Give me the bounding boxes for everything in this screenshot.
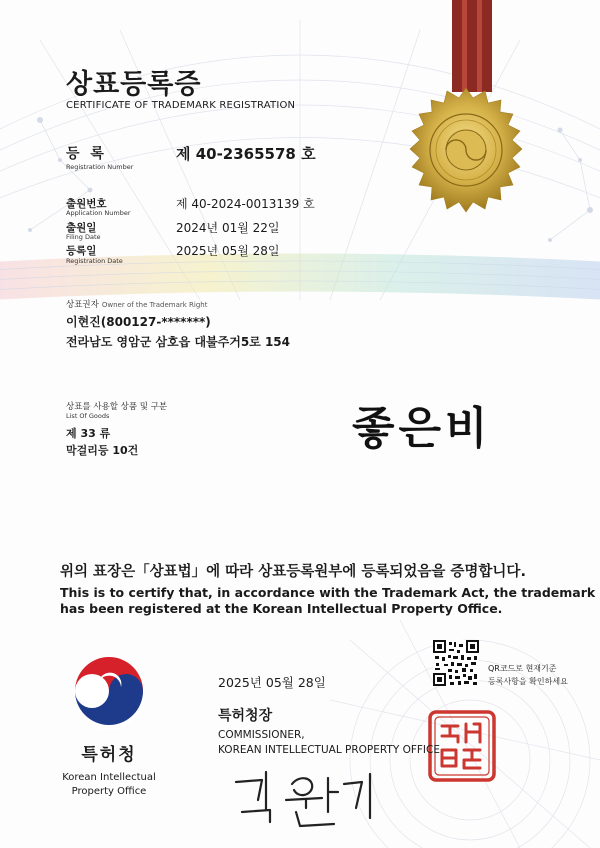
owner-label-kr: 상표권자 bbox=[66, 300, 99, 310]
signature bbox=[236, 772, 370, 826]
goods-label-en: List Of Goods bbox=[66, 412, 110, 420]
owner-address: 전라남도 영암군 삼호읍 대불주거5로 154 bbox=[66, 335, 290, 349]
filing-date-label: 출원일 bbox=[66, 222, 97, 234]
certification-en-line2: has been registered at the Korean Intellectual Property Office. bbox=[60, 601, 503, 616]
qr-code-icon bbox=[433, 640, 479, 686]
kipo-taegeuk-logo bbox=[74, 657, 144, 730]
registration-date: 2025년 05월 28일 bbox=[176, 244, 280, 258]
filing-date: 2024년 01월 22일 bbox=[176, 221, 280, 235]
goods-label: 상표를 사용할 상품 및 구분 bbox=[66, 402, 168, 412]
registration-label-en: Registration Number bbox=[66, 163, 134, 171]
owner-name: 이현진(800127-*******) bbox=[66, 315, 211, 329]
trademark-text: 좋은비 bbox=[352, 403, 492, 454]
registration-number: 제 40-2365578 호 bbox=[176, 145, 316, 163]
issue-date: 2025년 05월 28일 bbox=[218, 675, 326, 690]
filing-date-label-en: Filing Date bbox=[66, 233, 101, 241]
application-number: 제 40-2024-0013139 호 bbox=[176, 197, 315, 211]
goods-items: 막걸리등 10건 bbox=[66, 444, 139, 457]
goods-class: 제 33 류 bbox=[66, 427, 111, 440]
registration-label: 등 록 bbox=[66, 146, 107, 162]
registration-date-label: 등록일 bbox=[66, 245, 97, 257]
commissioner-title-en2: KOREAN INTELLECTUAL PROPERTY OFFICE bbox=[218, 744, 440, 756]
commissioner-title-en1: COMMISSIONER, bbox=[218, 729, 305, 741]
owner-label bbox=[66, 298, 208, 310]
certification-kr: 위의 표장은「상표법」에 따라 상표등록원부에 등록되었음을 증명합니다. bbox=[60, 564, 526, 580]
document-title: 상표등록증 bbox=[66, 69, 202, 100]
qr-caption-line2: 등록사항을 확인하세요 bbox=[488, 677, 568, 686]
registration-date-label-en: Registration Date bbox=[66, 257, 123, 265]
qr-caption-line1: QR코드로 현재기준 bbox=[488, 664, 557, 673]
owner-label-en: Owner of the Trademark Right bbox=[101, 301, 208, 309]
application-number-label-en: Application Number bbox=[66, 209, 131, 217]
document-title-en: CERTIFICATE OF TRADEMARK REGISTRATION bbox=[66, 100, 296, 111]
gold-seal-icon bbox=[410, 88, 522, 212]
ribbon bbox=[452, 0, 492, 92]
commissioner-title: 특허청장 bbox=[218, 708, 273, 724]
office-name-en2: Property Office bbox=[71, 786, 147, 797]
application-number-label: 출원번호 bbox=[66, 198, 107, 210]
certification-en-line1: This is to certify that, in accordance with the Trademark Act, the trademark bbox=[60, 585, 596, 600]
office-name: 특허청 bbox=[81, 745, 137, 765]
office-name-en1: Korean Intellectual bbox=[62, 772, 156, 783]
